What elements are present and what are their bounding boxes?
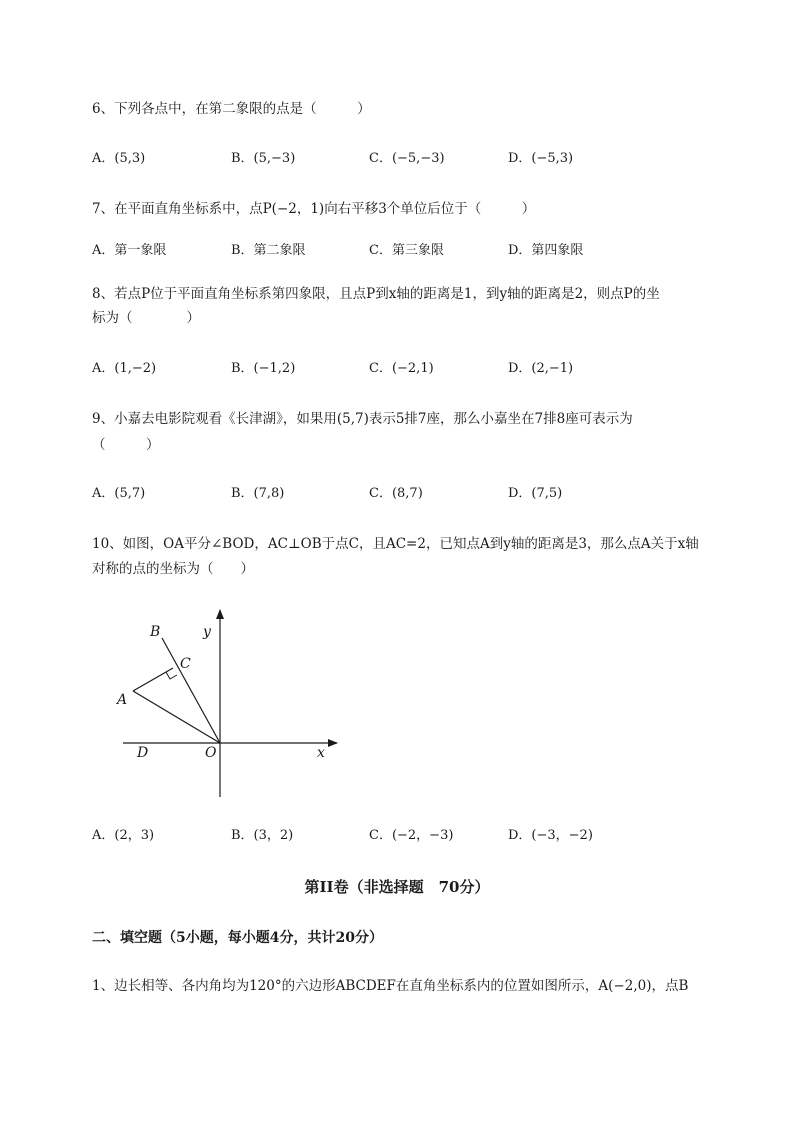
q7-option-a: A．第一象限 — [92, 243, 167, 258]
q6-option-d: D．(−5,3) — [508, 151, 574, 166]
q8-option-a: A．(1,−2) — [92, 361, 157, 376]
label-c: C — [180, 656, 191, 672]
segment-oa — [133, 691, 220, 743]
segment-ob — [162, 638, 220, 743]
q10-option-b: B．(3，2) — [231, 828, 294, 843]
q6-option-a: A．(5,3) — [92, 151, 146, 166]
q8-option-c: C．(−2,1) — [369, 361, 434, 376]
q10-option-a: A．(2，3) — [92, 828, 155, 843]
label-o: O — [205, 745, 217, 761]
right-angle-mark — [166, 672, 177, 679]
q10-stem-line2: 对称的点的坐标为（ ） — [92, 561, 254, 577]
label-b: B — [150, 624, 161, 640]
part2-title: 二、填空题（5小题，每小题4分，共计20分） — [92, 930, 383, 946]
q8-stem-line2: 标为（ ） — [92, 310, 200, 326]
q8-option-d: D．(2,−1) — [508, 361, 574, 376]
q7-option-b: B．第二象限 — [231, 243, 306, 258]
section-title: 第II卷（非选择题 70分） — [304, 878, 490, 896]
q9-option-b: B．(7,8) — [231, 486, 285, 501]
q10-stem-line1: 10、如图，OA平分∠BOD，AC⊥OB于点C，且AC=2，已知点A到y轴的距离是3，那么点A关于x轴 — [92, 536, 699, 552]
q7-stem: 7、在平面直角坐标系中，点P(−2，1)向右平移3个单位后位于（ ） — [92, 201, 536, 217]
q8-option-b: B．(−1,2) — [231, 361, 296, 376]
label-x: x — [317, 745, 325, 761]
q10-option-c: C．(−2，−3) — [369, 828, 454, 843]
q6-stem: 6、下列各点中，在第二象限的点是（ ） — [92, 101, 371, 117]
q9-option-d: D．(7,5) — [508, 486, 563, 501]
q10-option-d: D．(−3，−2) — [508, 828, 593, 843]
q7-option-c: C．第三象限 — [369, 243, 444, 258]
fill1-stem: 1、边长相等、各内角均为120°的六边形ABCDEF在直角坐标系内的位置如图所示，A(−2,0)，点B — [92, 978, 689, 994]
q9-option-a: A．(5,7) — [92, 486, 146, 501]
label-a: A — [117, 692, 128, 708]
q9-stem-line1: 9、小嘉去电影院观看《长津湖》，如果用(5,7)表示5排7座，那么小嘉坐在7排8座可表示为 — [92, 411, 633, 427]
q6-option-c: C．(−5,−3) — [369, 151, 445, 166]
q9-stem-line2: （ ） — [92, 437, 160, 453]
q8-stem-line1: 8、若点P位于平面直角坐标系第四象限，且点P到x轴的距离是1，到y轴的距离是2，则点P的坐 — [92, 286, 660, 302]
label-d: D — [137, 745, 149, 761]
segment-ac — [133, 668, 173, 691]
q9-option-c: C．(8,7) — [369, 486, 423, 501]
q6-option-b: B．(5,−3) — [231, 151, 296, 166]
q7-option-d: D．第四象限 — [508, 243, 584, 258]
label-y: y — [203, 624, 211, 640]
